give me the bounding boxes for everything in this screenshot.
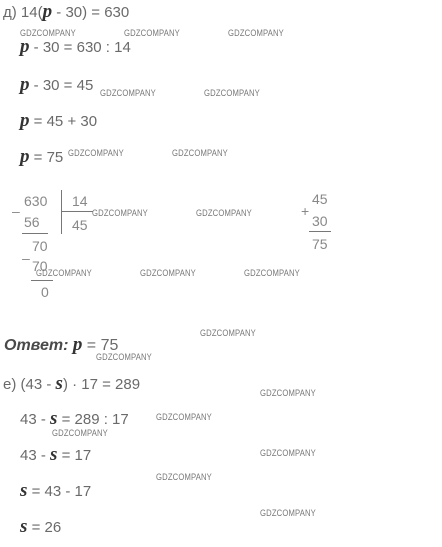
minus-sign: – [22,250,30,266]
variable: s [50,444,58,465]
variable: p [20,110,30,131]
addition-line [309,231,331,232]
step-line: 43 - s = 289 : 17 [20,408,129,429]
variable: s [20,516,28,537]
watermark: GDZCOMPANY [244,268,300,278]
minus-sign: – [12,203,20,219]
step-line: s = 26 [20,516,62,537]
watermark: GDZCOMPANY [36,268,92,278]
division-result: 0 [41,284,49,300]
variable: s [50,408,58,429]
watermark: GDZCOMPANY [260,388,316,398]
variable: p [20,36,30,57]
watermark: GDZCOMPANY [228,28,284,38]
step-line: s = 43 - 17 [20,480,92,501]
subtrahend-2: 70 [32,258,48,274]
watermark: GDZCOMPANY [52,428,108,438]
watermark: GDZCOMPANY [100,88,156,98]
watermark: GDZCOMPANY [20,28,76,38]
watermark: GDZCOMPANY [200,328,256,338]
answer-label: Ответ: [4,337,69,354]
problem-label: д) [3,4,17,21]
watermark: GDZCOMPANY [196,208,252,218]
addend-1: 45 [312,191,328,207]
problem-e-equation: е) (43 - s) · 17 = 289 [3,373,141,394]
watermark: GDZCOMPANY [204,88,260,98]
answer: Ответ: p = 75 [4,334,119,355]
quotient: 45 [72,217,88,233]
watermark: GDZCOMPANY [172,148,228,158]
variable: p [20,74,30,95]
variable: p [20,146,30,167]
subtraction-line-1 [22,233,48,234]
plus-sign: + [301,203,310,219]
step-line: 43 - s = 17 [20,444,92,465]
sum: 75 [312,236,328,252]
watermark: GDZCOMPANY [260,448,316,458]
addend-2: 30 [312,213,328,229]
watermark: GDZCOMPANY [124,28,180,38]
watermark: GDZCOMPANY [156,472,212,482]
divisor: 14 [72,193,88,209]
problem-label: е) [3,376,17,393]
subtraction-line-2 [31,280,53,281]
step-line: p - 30 = 45 [20,74,94,95]
step-line: p - 30 = 630 : 14 [20,36,131,57]
watermark: GDZCOMPANY [260,508,316,518]
remainder-1: 70 [32,238,48,254]
watermark: GDZCOMPANY [96,352,152,362]
dividend: 630 [24,193,48,209]
watermark: GDZCOMPANY [92,208,148,218]
step-line: p = 75 [20,146,64,167]
subtrahend-1: 56 [24,214,40,230]
problem-d-equation: д) 14(p - 30) = 630 [3,1,130,22]
watermark: GDZCOMPANY [156,412,212,422]
watermark: GDZCOMPANY [140,268,196,278]
variable: s [20,480,28,501]
step-line: p = 45 + 30 [20,110,98,131]
division-vertical-bar [61,190,62,234]
division-horizontal-bar [61,211,93,212]
variable: p [42,1,53,22]
variable: p [72,334,83,355]
variable: s [55,373,63,394]
watermark: GDZCOMPANY [68,148,124,158]
